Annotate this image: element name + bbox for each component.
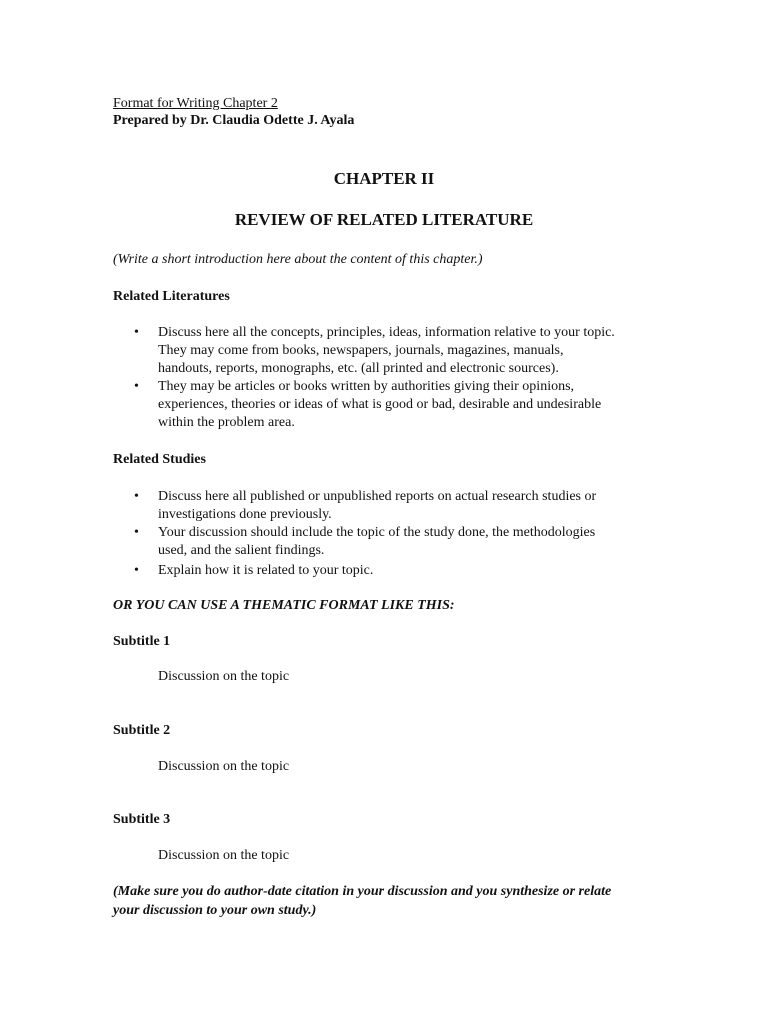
closing-note-line: your discussion to your own study.) <box>113 903 317 918</box>
list-item <box>130 324 690 378</box>
list-item-line: Explain how it is related to your topic. <box>158 563 374 578</box>
related-literatures-list <box>130 324 690 432</box>
list-item-line: within the problem area. <box>158 415 295 430</box>
subtitle-1: Subtitle 1 <box>113 634 171 649</box>
bullet-icon: • <box>134 379 139 394</box>
format-title: Format for Writing Chapter 2 <box>113 96 278 111</box>
list-item-line: handouts, reports, monographs, etc. (all printed and electronic sources). <box>158 361 559 376</box>
list-item <box>130 562 690 580</box>
list-item-line: They may come from books, newspapers, journals, magazines, manuals, <box>158 343 564 358</box>
subtitle-2-discussion: Discussion on the topic <box>158 759 290 774</box>
subtitle-2: Subtitle 2 <box>113 723 171 738</box>
list-item-line: experiences, theories or ideas of what is good or bad, desirable and undesirable <box>158 397 602 412</box>
list-item <box>130 524 690 560</box>
subtitle-3: Subtitle 3 <box>113 812 171 827</box>
subtitle-3-discussion: Discussion on the topic <box>158 848 290 863</box>
chapter-intro: (Write a short introduction here about the content of this chapter.) <box>113 252 483 267</box>
chapter-number: CHAPTER II <box>333 169 435 188</box>
related-literatures-heading: Related Literatures <box>113 289 230 304</box>
related-studies-list <box>130 488 690 580</box>
list-item <box>130 378 690 432</box>
bullet-icon: • <box>134 525 139 540</box>
list-item-line: Your discussion should include the topic of the study done, the methodologies <box>158 525 596 540</box>
closing-note-line: (Make sure you do author-date citation in your discussion and you synthesize or relate <box>113 884 612 899</box>
list-item <box>130 488 690 524</box>
subtitle-1-discussion: Discussion on the topic <box>158 669 290 684</box>
bullet-icon: • <box>134 489 139 504</box>
thematic-heading: OR YOU CAN USE A THEMATIC FORMAT LIKE THIS: <box>113 598 455 613</box>
list-item-line: Discuss here all published or unpublished reports on actual research studies or <box>158 489 597 504</box>
bullet-icon: • <box>134 325 139 340</box>
bullet-icon: • <box>134 563 139 578</box>
list-item-line: used, and the salient findings. <box>158 543 325 558</box>
list-item-line: Discuss here all the concepts, principles, ideas, information relative to your topic. <box>158 325 615 340</box>
closing-note <box>113 882 673 920</box>
related-studies-heading: Related Studies <box>113 452 206 467</box>
prepared-by: Prepared by Dr. Claudia Odette J. Ayala <box>113 113 355 128</box>
list-item-line: They may be articles or books written by authorities giving their opinions, <box>158 379 575 394</box>
chapter-title: REVIEW OF RELATED LITERATURE <box>234 210 534 229</box>
list-item-line: investigations done previously. <box>158 507 332 522</box>
